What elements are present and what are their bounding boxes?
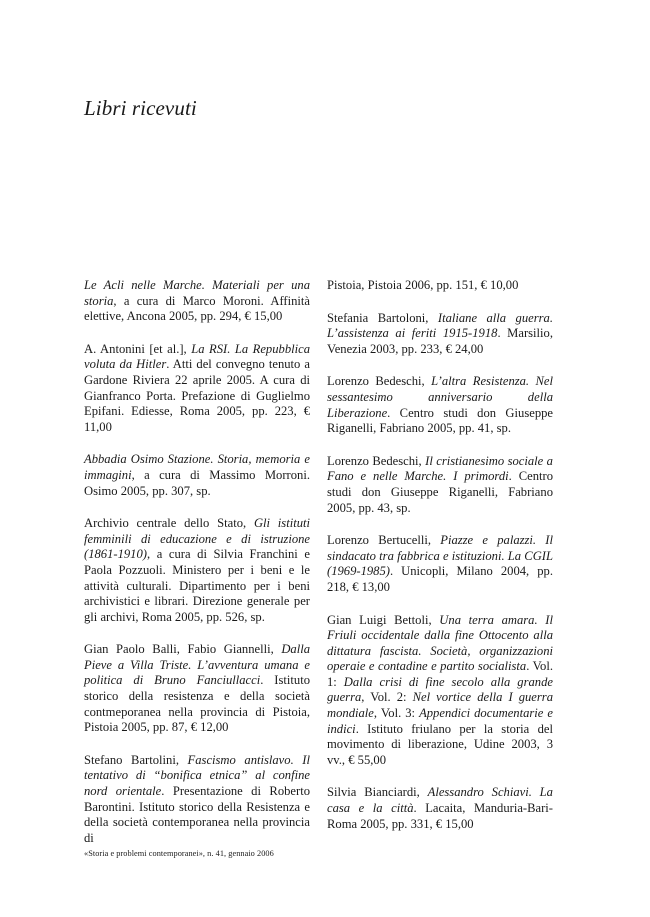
entry-text: . Atti del convegno tenuto a Gardone Riviera 22 aprile 2005. A cura di Gianfranco Porta. Prefazione di Guglielmo Epifani. Ediesse, Roma 2005, pp. 223, € 11,00: [84, 357, 310, 434]
entry-text: . Istituto friulano per la storia del movimento di liberazione, Udine 2003, 3 vv., € 55,00: [327, 721, 553, 767]
entry-text: Stefania Bartoloni,: [327, 310, 438, 325]
entry-text: Lorenzo Bedeschi,: [327, 453, 426, 468]
entry-text: Lorenzo Bedeschi,: [327, 374, 432, 389]
entry-text: Gian Paolo Balli, Fabio Giannelli,: [84, 642, 282, 657]
book-title-text: Dalla crisi di fine secolo alla grande guerra: [327, 674, 553, 705]
journal-footer: «Storia e problemi contemporanei», n. 41, gennaio 2006: [84, 849, 274, 858]
entry-text: , a cura di Silvia Franchini e Paola Pozzuoli. Ministero per i beni e le attività culturali. Dipartimento per i beni archivistici e librari. Direzione generale per gli archivi, Roma 2005, pp. 526, sp.: [84, 547, 310, 624]
entry-text: . Istituto storico della resistenza e della società contmeporanea nella provincia di Pistoia, Pistoia 2005, pp. 87, € 12,00: [84, 673, 310, 735]
entry-text: . Centro studi don Giuseppe Riganelli, Fabriano 2005, pp. 43, sp.: [327, 469, 553, 515]
entry-text: . Vol. 1:: [327, 659, 554, 689]
entry-text: , a cura di Marco Moroni. Affinità elettive, Ancona 2005, pp. 294, € 15,00: [84, 293, 310, 324]
book-entry: [84, 753, 310, 847]
book-title-text: Piazze e palazzi. Il sindacato tra fabbrica e istituzioni. La CGIL (1969-1985): [327, 533, 554, 579]
book-entry: [327, 533, 553, 595]
entry-text: Archivio centrale dello Stato,: [84, 516, 254, 531]
book-title-text: Nel vortice della I guerra mondiale: [327, 690, 553, 721]
book-entry: [84, 342, 310, 436]
book-title-text: L’altra Resistenza. Nel sessantesimo anniversario della Liberazione: [327, 374, 553, 420]
entry-text: , Vol. 2:: [361, 690, 413, 705]
entry-text: . Unicopli, Milano 2004, pp. 218, € 13,00: [327, 564, 553, 594]
right-column: [327, 278, 553, 849]
entry-text: , Vol. 3:: [373, 706, 420, 721]
book-entry: [327, 785, 553, 832]
entry-text: . Centro studi don Giuseppe Riganelli, Fabriano 2005, pp. 41, sp.: [327, 405, 553, 436]
entry-text: A. Antonini [et al.],: [84, 341, 192, 356]
book-title-text: Dalla Pieve a Villa Triste. L’avventura umana e politica di Bruno Fanciullacci: [84, 642, 310, 688]
left-column: [84, 278, 310, 863]
book-entry: [327, 613, 553, 769]
book-title-text: Fascismo antislavo. Il tentativo di “bonifica etnica” al confine nord orientale: [84, 752, 310, 799]
book-entry: [84, 452, 310, 499]
section-title: Libri ricevuti: [84, 96, 197, 120]
book-entry: [327, 454, 553, 516]
entry-text: . Marsilio, Venezia 2003, pp. 233, € 24,00: [327, 326, 554, 356]
entry-text: . Presentazione di Roberto Barontini. Istituto storico della Resistenza e della società contemporanea nella provincia di: [84, 784, 310, 845]
book-entry: [84, 516, 310, 625]
book-title-text: Gli istituti femminili di educazione e di istruzione (1861-1910): [84, 516, 310, 562]
book-title-text: Una terra amara. Il Friuli occidentale dalla fine Ottocento alla dittatura fascista. Società, organizzazioni operaie e contadine e partito socialista: [327, 612, 553, 674]
book-title-text: Alessandro Schiavi. La casa e la città: [327, 785, 553, 816]
entry-text: Pistoia, Pistoia 2006, pp. 151, € 10,00: [327, 278, 519, 292]
book-title-text: Il cristianesimo sociale a Fano e nelle Marche. I primordi: [327, 453, 553, 484]
entry-text: Gian Luigi Bettoli,: [327, 612, 440, 627]
entry-text: , a cura di Massimo Morroni. Osimo 2005, pp. 307, sp.: [84, 467, 310, 498]
book-title-text: Italiane alla guerra. L’assistenza ai feriti 1915-1918: [327, 310, 553, 341]
entry-text: Lorenzo Bertucelli,: [327, 533, 441, 548]
book-entry: [84, 642, 310, 736]
entry-text: Silvia Bianciardi,: [327, 785, 428, 800]
book-title-text: Le Acli nelle Marche. Materiali per una storia: [84, 278, 310, 308]
book-title-text: Appendici documentarie e indici: [327, 706, 553, 736]
book-entry: [84, 278, 310, 325]
book-entry: [327, 278, 553, 294]
book-title-text: La RSI. La Repubblica voluta da Hitler: [84, 341, 310, 372]
entry-text: . Lacaita, Manduria-Bari-Roma 2005, pp. 331, € 15,00: [327, 801, 553, 831]
book-title-text: Abbadia Osimo Stazione. Storia, memoria e immagini: [84, 452, 310, 482]
entry-text: Stefano Bartolini,: [84, 752, 188, 767]
book-entry: [327, 311, 553, 358]
book-entry: [327, 374, 553, 436]
